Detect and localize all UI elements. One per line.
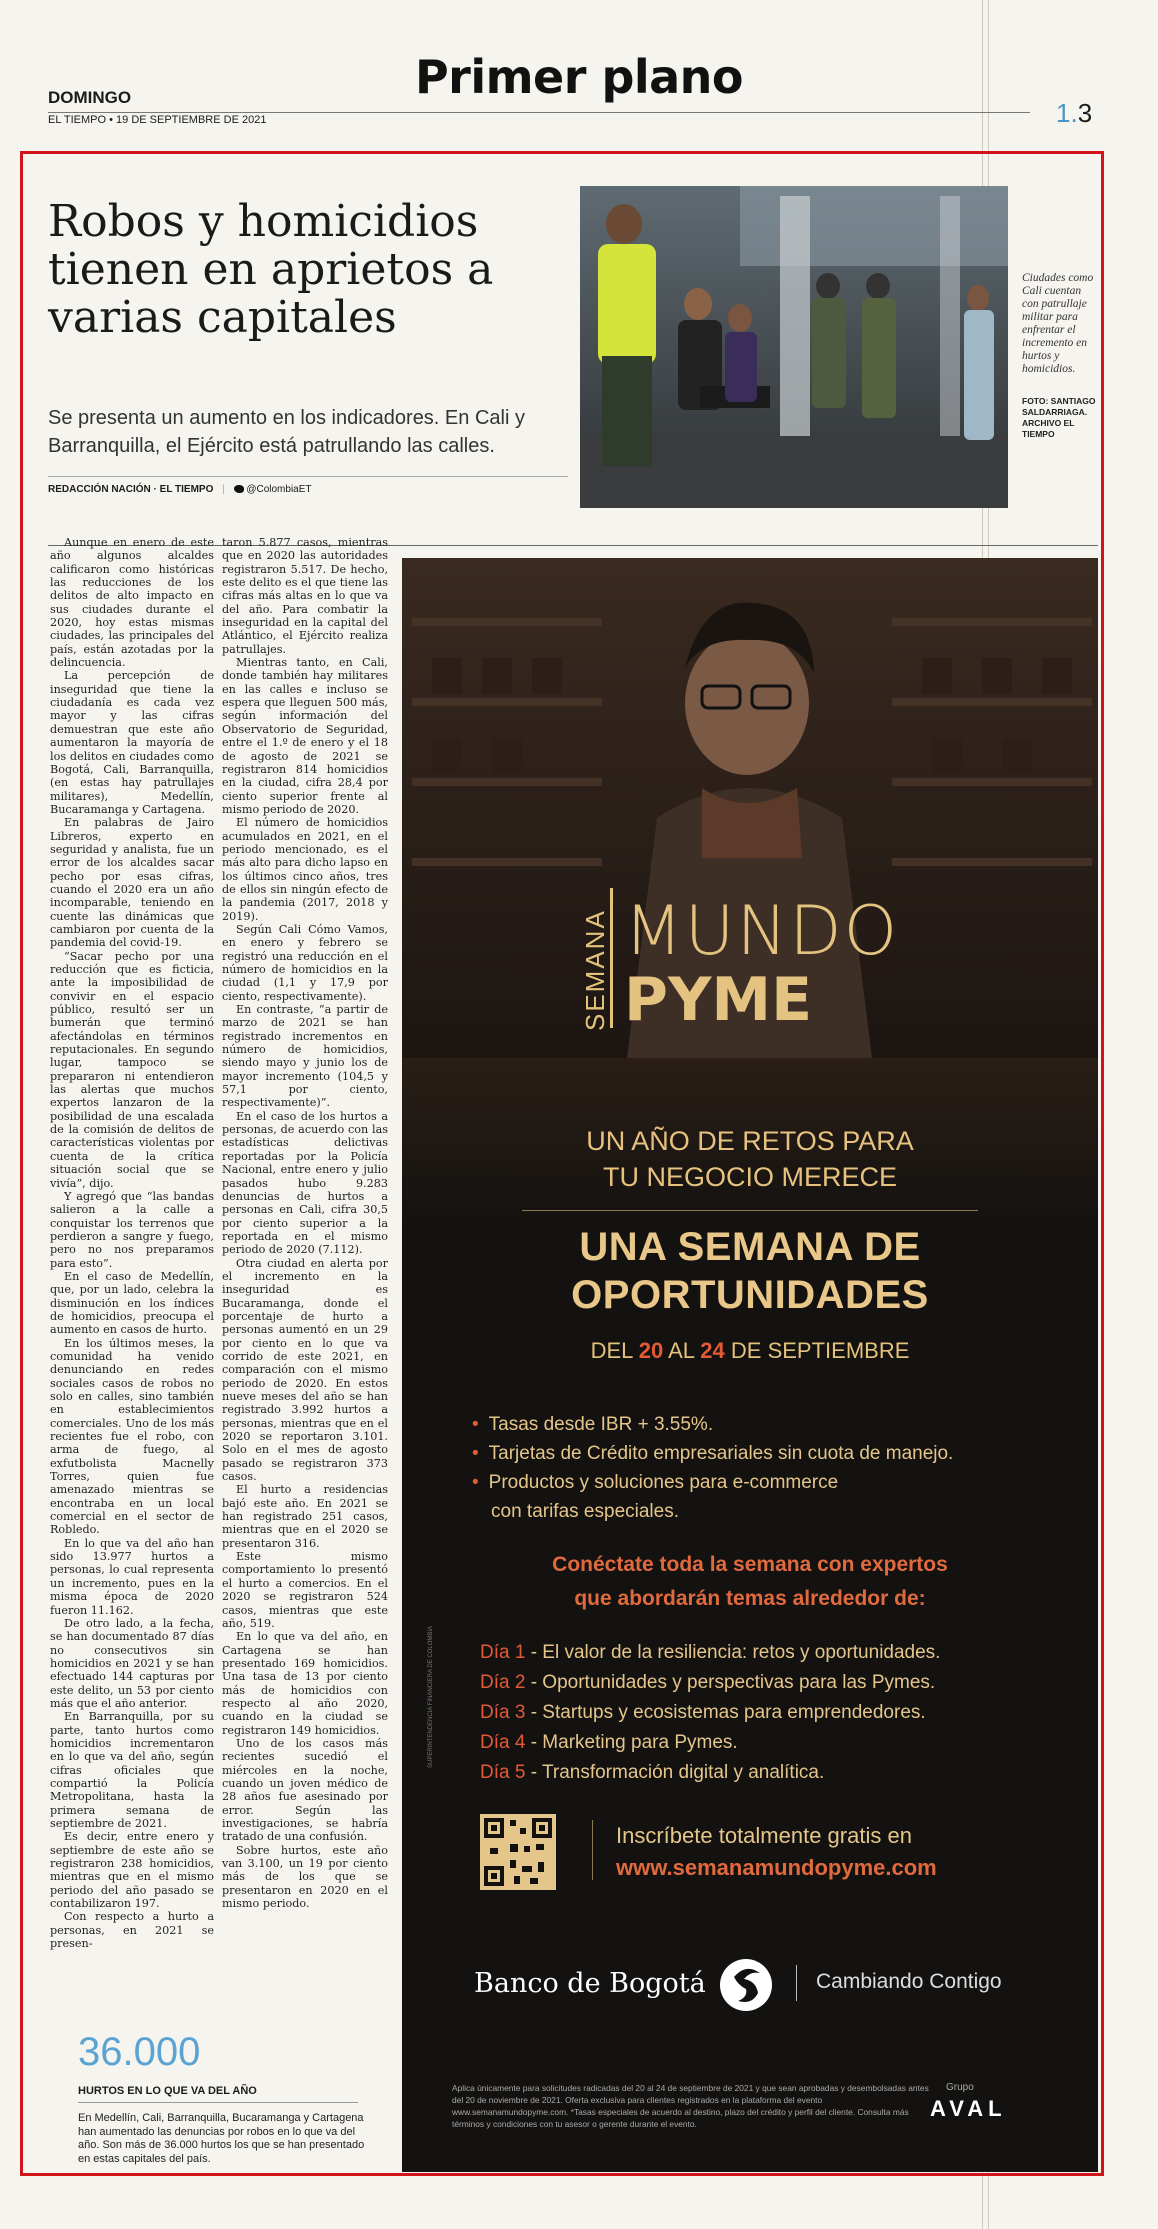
paragraph: En lo que va del año han sido 13.977 hurtos a personas, lo cual representa un incremento, pues en la misma época de 2020 fueron 11.162. xyxy=(50,1536,214,1617)
bullet-icon: • xyxy=(472,1443,479,1464)
paragraph: Este mismo comportamiento lo presentó el hurto a comercios. En el 2020 se registraron 524 casos, mientras que este año, 519. xyxy=(222,1550,388,1630)
ad-headline xyxy=(402,1223,1098,1319)
article-headline: Robos y homicidios tienen en aprietos a varias capitales xyxy=(48,196,494,343)
header-date: EL TIEMPO • 19 DE SEPTIEMBRE DE 2021 xyxy=(48,114,267,126)
ad-retos-line: UN AÑO DE RETOS PARA xyxy=(586,1126,914,1156)
photo-caption: Ciudades como Cali cuentan con patrullaje militar para enfrentar el incremento en hurtos y homicidios. xyxy=(1022,272,1094,375)
list-item xyxy=(472,1468,953,1497)
ad-benefit: Productos y soluciones para e-commerce xyxy=(488,1472,839,1493)
section-title: Primer plano xyxy=(414,50,744,104)
ad-benefit: con tarifas especiales. xyxy=(491,1501,679,1522)
page-number xyxy=(1056,98,1092,129)
page-number-prefix: 1. xyxy=(1056,98,1078,128)
paragraph: En lo que va del año, en Cartagena se han presentado 169 homicidios. Una tasa de 13 por ciento más de homicidios con respecto al año 2020, cuando en la ciudad se registraron 149 homicidios. xyxy=(222,1630,388,1737)
ad-vertical-note: SUPERINTENDENCIA FINANCIERA DE COLOMBIA xyxy=(428,1625,434,1768)
header-rule xyxy=(48,112,1030,113)
ad-agenda xyxy=(480,1638,940,1788)
ad-benefits-list xyxy=(472,1410,953,1526)
bank-divider xyxy=(796,1965,797,2001)
ad-dates-al: AL xyxy=(663,1338,701,1363)
agenda-item xyxy=(480,1668,940,1698)
ad-retos-text xyxy=(402,1123,1098,1195)
paragraph: En el caso de los hurtos a personas, de acuerdo con las estadísticas delictivas reportadas por la Policía Nacional, entre enero y julio pasados hubo 9.283 denuncias de hurtos a personas en Cali, cifra 30,5 por ciento superior a la reportada en el mismo periodo de 2020 (7.112). xyxy=(222,1109,388,1257)
ad-mundo-label: MUNDO xyxy=(624,892,900,971)
agenda-topic: - Oportunidades y perspectivas para las Pymes. xyxy=(525,1672,936,1693)
byline-author: REDACCIÓN NACIÓN · EL TIEMPO xyxy=(48,484,214,495)
list-item xyxy=(472,1497,953,1526)
list-item xyxy=(472,1439,953,1468)
paragraph: En contraste, “a partir de marzo de 2021 se han registrado incrementos en número de homicidios, siendo mayo y junio los de mayor incremento (104,5 y 57,1 por ciento, respectivamente)”. xyxy=(222,1003,388,1110)
ad-headline-line: UNA SEMANA DE xyxy=(579,1225,921,1269)
paragraph: Sobre hurtos, este año van 3.100, un 19 por ciento más de los que se presentaron en 2020 en el mismo periodo. xyxy=(222,1843,388,1911)
paragraph: Uno de los casos más recientes sucedió el miércoles en la noche, cuando un joven médico de 28 años fue asesinado por error. Según las investigaciones, se habría tratado de una confusión. xyxy=(222,1736,388,1844)
agenda-day: Día 4 xyxy=(480,1732,526,1753)
paragraph: En palabras de Jairo Libreros, experto en seguridad y analista, fue un error de los alcaldes sacar pecho por esas cifras, cuando el 2020 era un año incomparable, teniendo en cuente las dinámicas que cambiaron por cuenta de la pandemia del covid-19. xyxy=(50,816,214,950)
paragraph: El hurto a residencias bajó este año. En 2021 se han registrado 251 casos, mientras que en el 2020 se presentaron 316. xyxy=(222,1483,388,1550)
twitter-handle: @ColombiaET xyxy=(246,484,312,495)
ad-pyme-label: PYME xyxy=(624,965,813,1035)
byline-rule xyxy=(48,476,568,477)
ad-legal-text: Aplica únicamente para solicitudes radicadas del 20 al 24 de septiembre de 2021 y que sean aprobadas y desembolsadas antes del 20 de noviembre de 2021. Oferta exclusiva para clientes registrados en la plataforma del evento www.semanamundopyme.com. *Tasas especiales de acuerdo al destino, plazo del crédito y perfil del cliente. Consulta más términos y condiciones con tu asesor o gerente durante el evento. xyxy=(452,2083,929,2129)
bank-tagline: Cambiando Contigo xyxy=(816,1970,1002,1993)
paragraph: La percepción de inseguridad que tiene la ciudadanía es cada vez mayor y las cifras demuestran que este año aumentaron la mayoría de los delitos en ciudades como Bogotá, Cali, Barranquilla, (en estas hay patrullajes militares), Medellín, Bucaramanga y Cartagena. xyxy=(50,669,214,816)
ad-retos-line: TU NEGOCIO MERECE xyxy=(602,1162,898,1192)
stat-rule xyxy=(78,2102,358,2103)
bullet-icon: • xyxy=(472,1472,479,1493)
ad-signup xyxy=(616,1820,937,1884)
paragraph: Mientras tanto, en Cali, donde también hay militares en las calles e incluso se espera que lleguen 500 más, según información del Observatorio de Seguridad, entre el 1.º de enero y el 18 de agosto de 2021 se registraron 814 homicidios en la ciudad, cifra 28,4 por ciento superior frente al mismo periodo de 2020. xyxy=(222,656,388,816)
ad-dates-del: DEL xyxy=(590,1338,639,1363)
agenda-topic: - Marketing para Pymes. xyxy=(525,1732,738,1753)
paragraph: Aunque en enero de este año algunos alcaldes calificaron como históricas las reducciones de los delitos de alto impacto en sus ciudades durante el 2020, hoy estas mismas ciudades, las principales del país, están azotadas por la delincuencia. xyxy=(50,536,214,670)
paragraph: El número de homicidios acumulados en 2021, en el periodo mencionado, es el más alto para dicho lapso en los últimos cinco años, tres de ellos sin ningún efecto de la pandemia (2017, 2018 y 2019). xyxy=(222,816,388,923)
ad-dates xyxy=(402,1338,1098,1364)
ad-date-to: 24 xyxy=(700,1338,725,1363)
paragraph: De otro lado, a la fecha, se han documentado 87 días no consecutivos sin homicidios en 2021 y se han efectuado 144 capturas por este delito, un 53 por ciento más que el año anterior. xyxy=(50,1616,214,1710)
paragraph: Otra ciudad en alerta por el incremento en la inseguridad es Bucaramanga, donde el porcentaje de hurto a personas aumentó en un 29 por ciento en lo que va corrido de este 2021, en comparación con el mismo periodo de 2020. En estos nueve meses del año se han registrado 3.992 hurtos a personas, mientras que en el 2020 se reportaron 3.101. Solo en el mes de agosto pasado se registraron 373 casos. xyxy=(222,1256,388,1484)
stat-label: HURTOS EN LO QUE VA DEL AÑO xyxy=(78,2085,257,2097)
byline: REDACCIÓN NACIÓN · EL TIEMPO | @ColombiaET xyxy=(48,484,312,495)
ad-headline-line: OPORTUNIDADES xyxy=(571,1273,929,1317)
agenda-item xyxy=(480,1758,940,1788)
bank-name: Banco de Bogotá xyxy=(474,1968,706,1999)
agenda-day: Día 2 xyxy=(480,1672,526,1693)
paragraph: Con respecto a hurto a personas, en 2021 se presen- xyxy=(50,1910,214,1951)
header-day: DOMINGO xyxy=(48,88,132,107)
ad-connect-line: que abordarán temas alrededor de: xyxy=(574,1587,926,1610)
paragraph: En Barranquilla, por su parte, tanto hurtos como homicidios incrementaron en lo que va del año, según cifras oficiales que compartió la Policía Metropolitana, hasta la primera semana de septiembre de 2021. xyxy=(50,1710,214,1830)
agenda-day: Día 1 xyxy=(480,1642,526,1663)
agenda-topic: - El valor de la resiliencia: retos y oportunidades. xyxy=(525,1642,941,1663)
bullet-icon: • xyxy=(472,1414,479,1435)
twitter-icon xyxy=(234,485,244,493)
agenda-topic: - Startups y ecosistemas para emprendedores. xyxy=(525,1702,926,1723)
paragraph: taron 5.877 casos, mientras que en 2020 las autoridades registraron 5.517. De hecho, este delito es el que tiene las cifras más altas en lo que va del año. Para combatir la inseguridad en la capital del Atlántico, el Ejército realiza patrullajes. xyxy=(222,536,388,656)
ad-benefit: Tarjetas de Crédito empresariales sin cuota de manejo. xyxy=(488,1443,954,1464)
paragraph: En los últimos meses, la comunidad ha venido denunciando en redes sociales casos de robos no solo en calles, sino también en establecimientos comerciales. Uno de los más recientes fue el robo, con arma de fuego, al exfutbolista Macnelly Torres, quien fue amenazado mientras se encontraba en un local comercial en el sector de Robledo. xyxy=(50,1336,214,1537)
paragraph: Y agregó que “las bandas salieron a la calle a conquistar los terrenos que perdieron a sangre y fuego, pero no nos preparamos para esto”. xyxy=(50,1189,214,1270)
ad-qr-divider xyxy=(592,1820,593,1880)
stat-number: 36.000 xyxy=(78,2030,201,2074)
paragraph: En el caso de Medellín, que, por un lado, celebra la disminución en los índices de homicidios, preocupa el aumento en casos de hurto. xyxy=(50,1269,214,1337)
paragraph: “Sacar pecho por una reducción que es ficticia, ante la imposibilidad de convivir en el espacio público, resultó ser un bumerán que terminó afectándolas en términos reputacionales. En segundo lugar, tampoco se prepararon ni entendieron las alertas que muchos expertos lanzaron de la posibilidad de una escalada de la comisión de delitos de características violentas por cuenta de la crítica situación social que se vivía”, dijo. xyxy=(50,949,214,1190)
ad-semana-label: SEMANA xyxy=(580,909,610,1031)
agenda-day: Día 3 xyxy=(480,1702,526,1723)
photo-credit: FOTO: SANTIAGO SALDARRIAGA. ARCHIVO EL TIEMPO xyxy=(1022,396,1096,439)
article-photo xyxy=(580,186,1008,508)
ad-dates-month: DE SEPTIEMBRE xyxy=(724,1338,910,1363)
paragraph: Es decir, entre enero y septiembre de este año se registraron 238 homicidios, mientras que en el mismo periodo del año pasado se contabilizaron 197. xyxy=(50,1830,214,1911)
ad-signup-url[interactable]: www.semanamundopyme.com xyxy=(616,1855,937,1880)
list-item xyxy=(472,1410,953,1439)
agenda-item xyxy=(480,1638,940,1668)
bank-logo-icon xyxy=(716,1955,776,2015)
qr-code-icon[interactable] xyxy=(480,1814,556,1890)
paragraph: Según Cali Cómo Vamos, en enero y febrero se registró una reducción en el número de homicidios en la ciudad (1,1 y 17,9 por ciento, respectivamente). xyxy=(222,922,388,1003)
agenda-topic: - Transformación digital y analítica. xyxy=(525,1762,825,1783)
article-column-1 xyxy=(50,536,214,1950)
article-subhead: Se presenta un aumento en los indicadores. En Cali y Barranquilla, el Ejército está patrullando las calles. xyxy=(48,407,525,457)
advertisement[interactable] xyxy=(402,558,1098,2172)
ad-benefit: Tasas desde IBR + 3.55%. xyxy=(488,1414,714,1435)
aval-logo: AVAL xyxy=(930,2096,1007,2121)
page-number-suffix: 3 xyxy=(1077,98,1093,128)
ad-date-from: 20 xyxy=(638,1338,664,1363)
ad-signup-text: Inscríbete totalmente gratis en xyxy=(616,1823,912,1848)
grupo-label: Grupo xyxy=(946,2082,974,2093)
ad-connect-text xyxy=(402,1548,1098,1616)
agenda-day: Día 5 xyxy=(480,1762,526,1783)
article-column-2 xyxy=(222,536,388,1910)
agenda-item xyxy=(480,1728,940,1758)
agenda-item xyxy=(480,1698,940,1728)
ad-connect-line: Conéctate toda la semana con expertos xyxy=(552,1553,948,1576)
ad-rule xyxy=(522,1210,978,1211)
stat-description: En Medellín, Cali, Barranquilla, Bucaramanga y Cartagena han aumentado las denuncias por robos en lo que va del año. Son más de 36.000 hurtos los que se han presentado en estas capitales del país. xyxy=(78,2112,365,2165)
